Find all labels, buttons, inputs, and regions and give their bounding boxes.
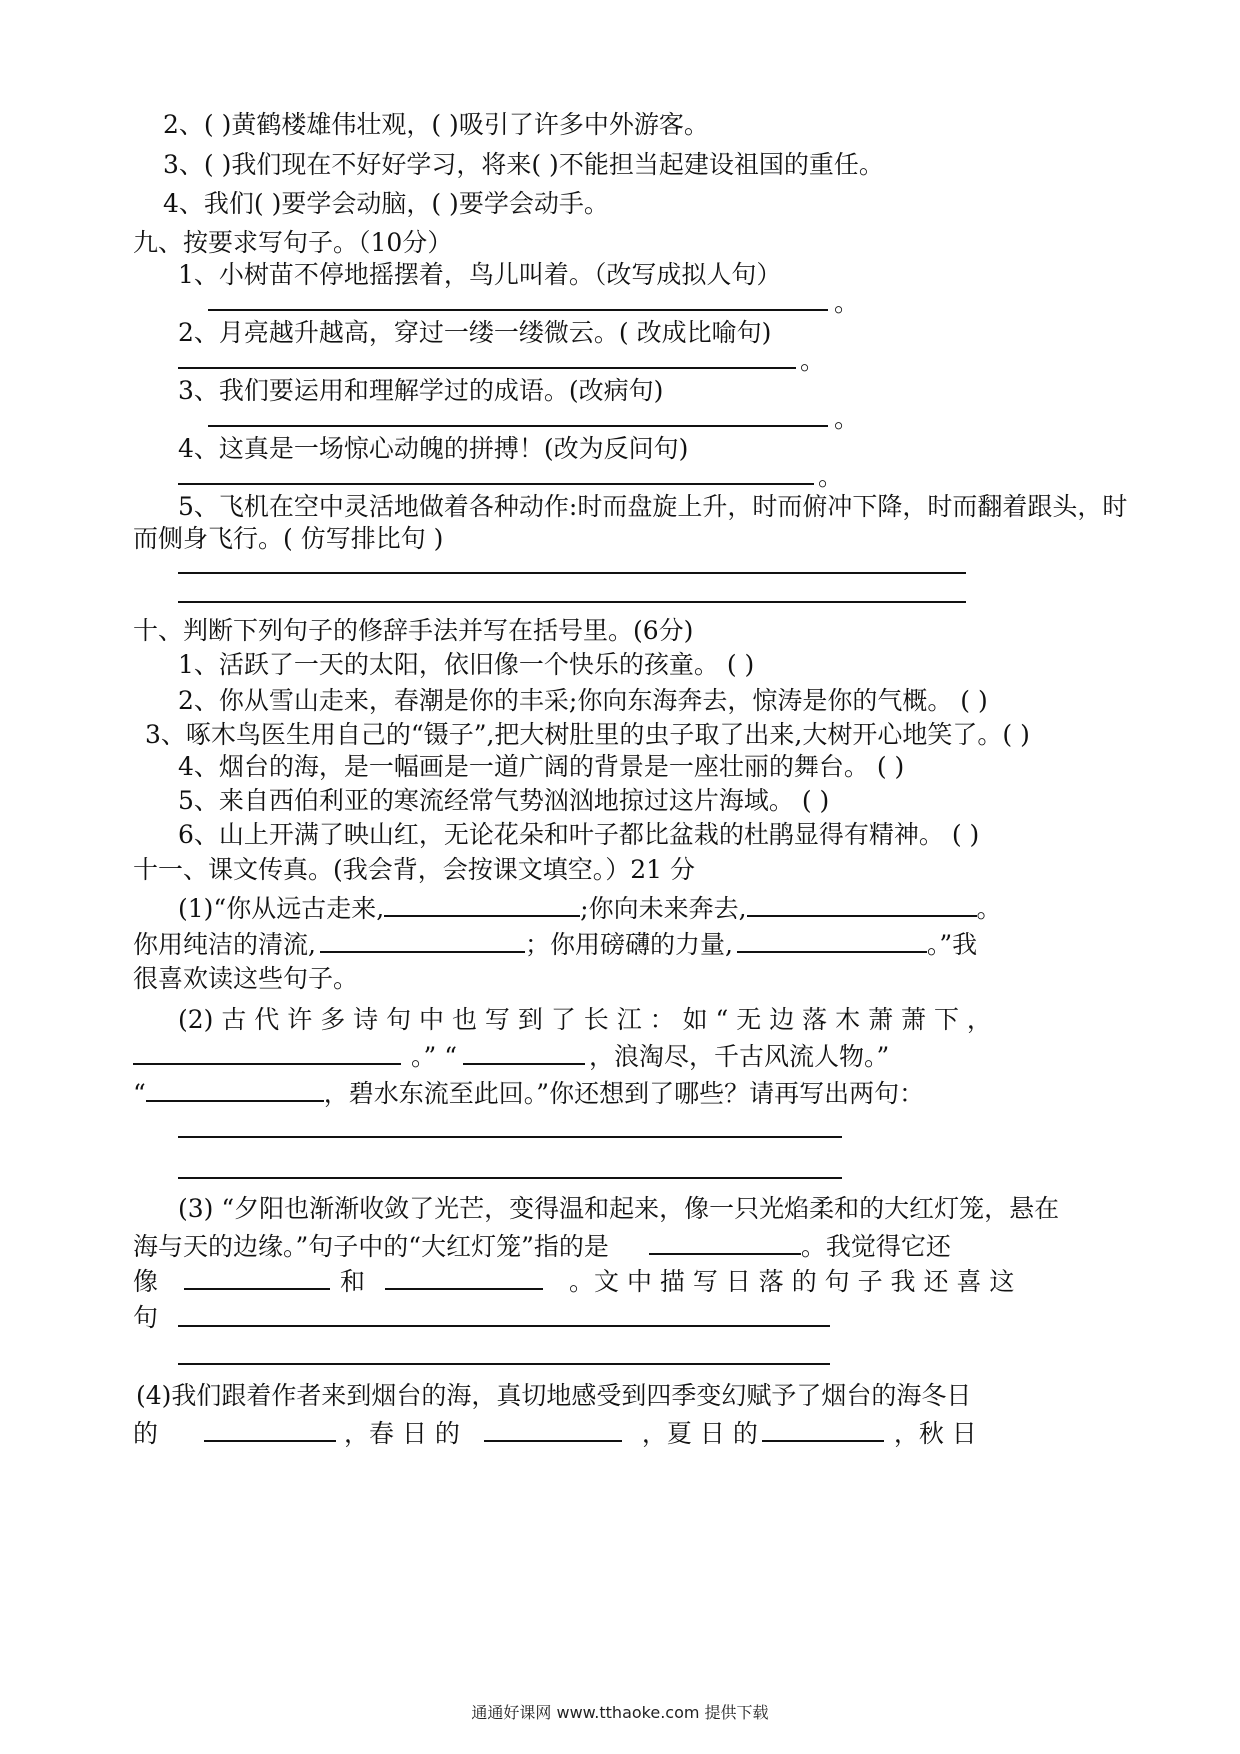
q2-text-d: “ bbox=[133, 1079, 146, 1108]
q2-line-2 bbox=[133, 1039, 889, 1074]
answer-line[interactable] bbox=[178, 367, 796, 369]
q2-line-3 bbox=[133, 1076, 924, 1111]
fill-blank[interactable] bbox=[146, 1076, 324, 1102]
q2-text-e: ，碧水东流至此回。”你还想到了哪些？请再写出两句： bbox=[323, 1079, 925, 1108]
fill-blank[interactable] bbox=[184, 1264, 330, 1290]
q3-text-f: 。文 中 描 写 日 落 的 句 子 我 还 喜 这 bbox=[569, 1267, 1015, 1296]
period: 。 bbox=[834, 404, 860, 433]
q3-text-c: 。我觉得它还 bbox=[800, 1232, 951, 1261]
page-footer: 通通好课网 www.tthaoke.com 提供下载 bbox=[471, 1703, 769, 1722]
s9-item-1: 1、小树苗不停地摇摆着，鸟儿叫着。（改写成拟人句） bbox=[178, 260, 782, 289]
fill-blank[interactable] bbox=[320, 927, 525, 953]
q1-line-1 bbox=[178, 891, 1002, 926]
s10-item-3: 3、啄木鸟医生用自己的“镊子”,把大树肚里的虫子取了出来,大树开心地笑了。( ) bbox=[145, 720, 1030, 749]
q1-text-a: (1)“你从远古走来, bbox=[178, 894, 385, 923]
s8-item-4: 4、我们( )要学会动脑，( )要学会动手。 bbox=[163, 189, 609, 218]
fill-blank[interactable] bbox=[133, 1039, 401, 1065]
q4-line-1: (4)我们跟着作者来到烟台的海，真切地感受到四季变幻赋予了烟台的海冬日 bbox=[136, 1381, 972, 1410]
answer-line[interactable] bbox=[178, 1325, 830, 1327]
period: 。 bbox=[818, 462, 844, 491]
s9-title: 九、按要求写句子。（10分） bbox=[133, 228, 453, 257]
q1-text-d: 你用纯洁的清流, bbox=[133, 930, 316, 959]
s9-item-5-cont: 而侧身飞行。( 仿写排比句 ) bbox=[133, 524, 444, 553]
answer-line[interactable] bbox=[178, 1363, 830, 1365]
q3-line-3 bbox=[133, 1264, 1014, 1299]
q4-text-e: ，秋 日 bbox=[893, 1419, 977, 1448]
fill-blank[interactable] bbox=[649, 1229, 801, 1255]
fill-blank[interactable] bbox=[204, 1416, 336, 1442]
s10-title: 十、判断下列句子的修辞手法并写在括号里。(6分) bbox=[133, 616, 694, 645]
answer-line[interactable] bbox=[208, 309, 828, 311]
s10-item-5: 5、来自西伯利亚的寒流经常气势汹汹地掠过这片海域。 ( ) bbox=[178, 786, 830, 815]
q3-text-b: 海与天的边缘。”句子中的“大红灯笼”指的是 bbox=[133, 1232, 609, 1261]
s9-item-4: 4、这真是一场惊心动魄的拼搏！(改为反问句) bbox=[178, 434, 689, 463]
s8-item-2: 2、( )黄鹤楼雄伟壮观，( )吸引了许多中外游客。 bbox=[163, 110, 709, 139]
q1-line-2 bbox=[133, 927, 977, 962]
q2-line-1: (2) 古 代 许 多 诗 句 中 也 写 到 了 长 江 ： 如 “ 无 边 落 木 萧 萧 下 ， bbox=[178, 1005, 992, 1034]
s11-title: 十一、课文传真。(我会背，会按课文填空。）21 分 bbox=[133, 855, 696, 884]
s9-item-3: 3、我们要运用和理解学过的成语。(改病句) bbox=[178, 376, 664, 405]
q3-text-d: 像 bbox=[133, 1267, 159, 1296]
q1-text-c: 。 bbox=[976, 894, 1002, 923]
q3-line-1: (3) “夕阳也渐渐收敛了光芒，变得温和起来，像一只光焰柔和的大红灯笼，悬在 bbox=[178, 1194, 1060, 1223]
answer-line[interactable] bbox=[178, 1136, 842, 1138]
q4-line-2 bbox=[133, 1416, 977, 1451]
q3-text-e: 和 bbox=[340, 1267, 366, 1296]
q3-line-4: 句 bbox=[133, 1303, 159, 1332]
period: 。 bbox=[834, 288, 860, 317]
q1-text-e: ；你用磅礴的力量, bbox=[524, 930, 733, 959]
q4-text-d: ，夏 日 的 bbox=[641, 1419, 758, 1448]
q3-line-2 bbox=[133, 1229, 951, 1264]
q1-line-3: 很喜欢读这些句子。 bbox=[133, 964, 359, 993]
fill-blank[interactable] bbox=[737, 927, 927, 953]
s10-item-1: 1、活跃了一天的太阳，依旧像一个快乐的孩童。 ( ) bbox=[178, 650, 755, 679]
fill-blank[interactable] bbox=[384, 891, 580, 917]
s10-item-6: 6、山上开满了映山红，无论花朵和叶子都比盆栽的杜鹃显得有精神。 ( ) bbox=[178, 820, 980, 849]
q2-text-b: 。” “ bbox=[411, 1042, 458, 1071]
q2-text-c: ，浪淘尽，千古风流人物。” bbox=[589, 1042, 890, 1071]
q1-text-f: 。”我 bbox=[926, 930, 978, 959]
answer-line[interactable] bbox=[208, 425, 828, 427]
q1-text-b: ;你向未来奔去, bbox=[580, 894, 747, 923]
answer-line[interactable] bbox=[178, 601, 966, 603]
s10-item-2: 2、你从雪山走来，春潮是你的丰采;你向东海奔去，惊涛是你的气概。 ( ) bbox=[178, 686, 988, 715]
answer-line[interactable] bbox=[178, 1177, 842, 1179]
fill-blank[interactable] bbox=[385, 1264, 543, 1290]
q4-text-b: 的 bbox=[133, 1419, 159, 1448]
s9-item-2: 2、月亮越升越高，穿过一缕一缕微云。( 改成比喻句) bbox=[178, 318, 772, 347]
s10-item-4: 4、烟台的海，是一幅画是一道广阔的背景是一座壮丽的舞台。 ( ) bbox=[178, 752, 905, 781]
s8-item-3: 3、( )我们现在不好好学习，将来( )不能担当起建设祖国的重任。 bbox=[163, 150, 884, 179]
fill-blank[interactable] bbox=[747, 891, 977, 917]
answer-line[interactable] bbox=[178, 483, 814, 485]
period: 。 bbox=[800, 346, 826, 375]
q4-text-c: ，春 日 的 bbox=[344, 1419, 460, 1448]
fill-blank[interactable] bbox=[762, 1416, 884, 1442]
fill-blank[interactable] bbox=[463, 1039, 585, 1065]
s9-item-5: 5、飞机在空中灵活地做着各种动作:时而盘旋上升，时而俯冲下降，时而翻着跟头，时 bbox=[178, 492, 1128, 521]
fill-blank[interactable] bbox=[484, 1416, 622, 1442]
answer-line[interactable] bbox=[178, 572, 966, 574]
